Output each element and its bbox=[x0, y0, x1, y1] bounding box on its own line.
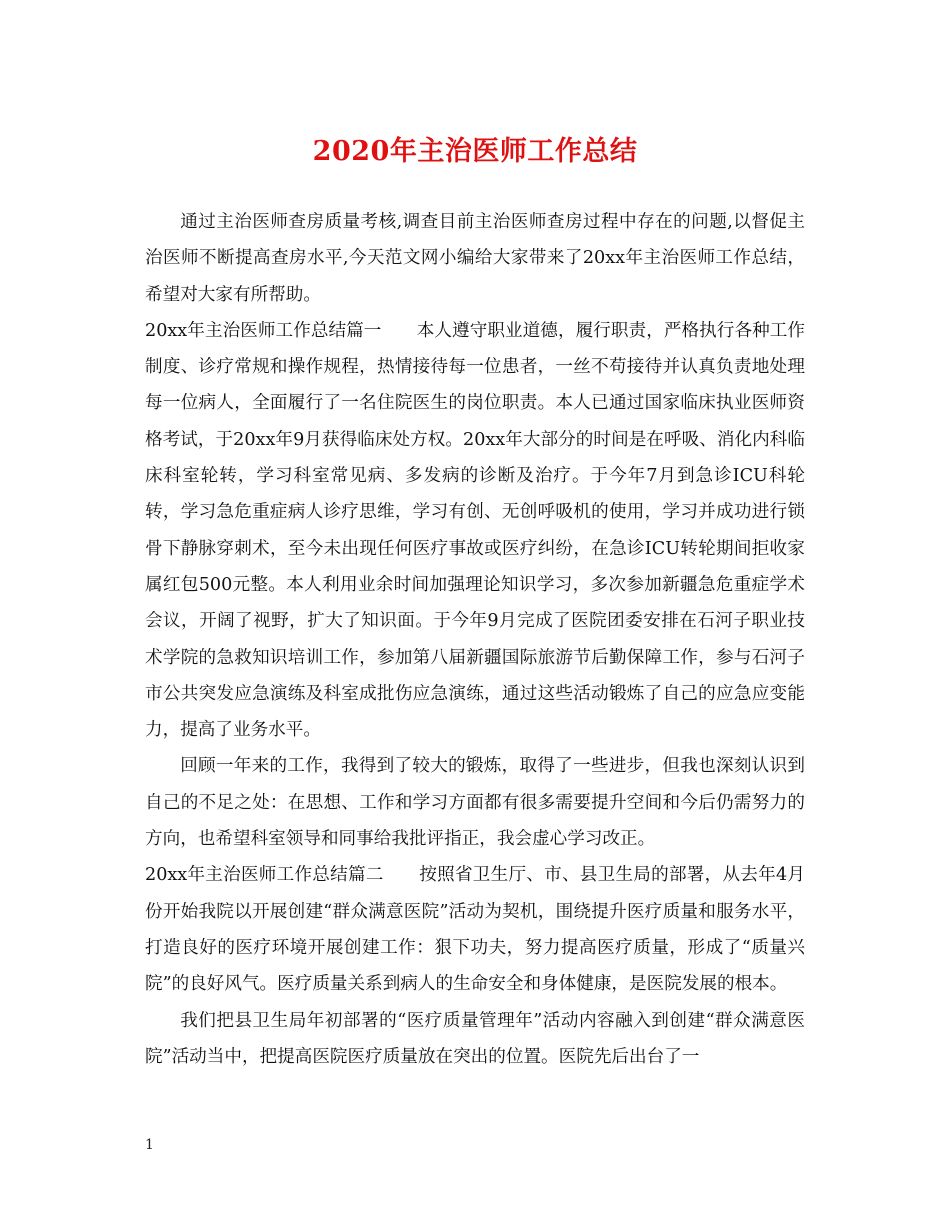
paragraph-quality-management: 我们把县卫生局年初部署的“医疗质量管理年”活动内容融入到创建“群众满意医院”活动当中，把提高医院医疗质量放在突出的位置。医院先后出台了一 bbox=[145, 1010, 805, 1067]
document-title: 2020年主治医师工作总结 bbox=[312, 136, 638, 167]
paragraph-intro: 通过主治医师查房质量考核,调查目前主治医师查房过程中存在的问题,以督促主治医师不断提高查房水平,今天范文网小编给大家带来了20xx年主治医师工作总结，希望对大家有所帮助。 bbox=[145, 212, 805, 305]
document-body bbox=[145, 204, 805, 1075]
page-number: 1 bbox=[145, 1137, 154, 1153]
paragraph-part-two: 20xx年主治医师工作总结篇二 按照省卫生厅、市、县卫生局的部署，从去年4月份开始我院以开展创建“群众满意医院”活动为契机，围绕提升医疗质量和服务水平，打造良好的医疗环境开展创建工作：狠下功夫，努力提高医疗质量，形成了“质量兴院”的良好风气。医疗质量关系到病人的生命安全和身体健康，是医院发展的根本。 bbox=[145, 865, 805, 995]
paragraph-review: 回顾一年来的工作，我得到了较大的锻炼，取得了一些进步，但我也深刻认识到自己的不足之处：在思想、工作和学习方面都有很多需要提升空间和今后仍需努力的方向，也希望科室领导和同事给我批评指正，我会虚心学习改正。 bbox=[145, 756, 805, 850]
paragraph-part-one: 20xx年主治医师工作总结篇一 本人遵守职业道德，履行职责，严格执行各种工作制度、诊疗常规和操作规程，热情接待每一位患者，一丝不苟接待并认真负责地处理每一位病人，全面履行了一名住院医生的岗位职责。本人已通过国家临床执业医师资格考试，于20xx年9月获得临床处方权。20xx年大部分的时间是在呼吸、消化内科临床科室轮转，学习科室常见病、多发病的诊断及治疗。于今年7月到急诊ICU科轮转，学习急危重症病人诊疗思维，学习有创、无创呼吸机的使用，学习并成功进行锁骨下静脉穿刺术，至今未出现任何医疗事故或医疗纠纷，在急诊ICU转轮期间拒收家属红包500元整。本人利用业余时间加强理论知识学习，多次参加新疆急危重症学术会议，开阔了视野，扩大了知识面。于今年9月完成了医院团委安排在石河子职业技术学院的急救知识培训工作，参加第八届新疆国际旅游节后勤保障工作，参与石河子市公共突发应急演练及科室成批伤应急演练，通过这些活动锻炼了自己的应急应变能力，提高了业务水平。 bbox=[145, 320, 805, 741]
